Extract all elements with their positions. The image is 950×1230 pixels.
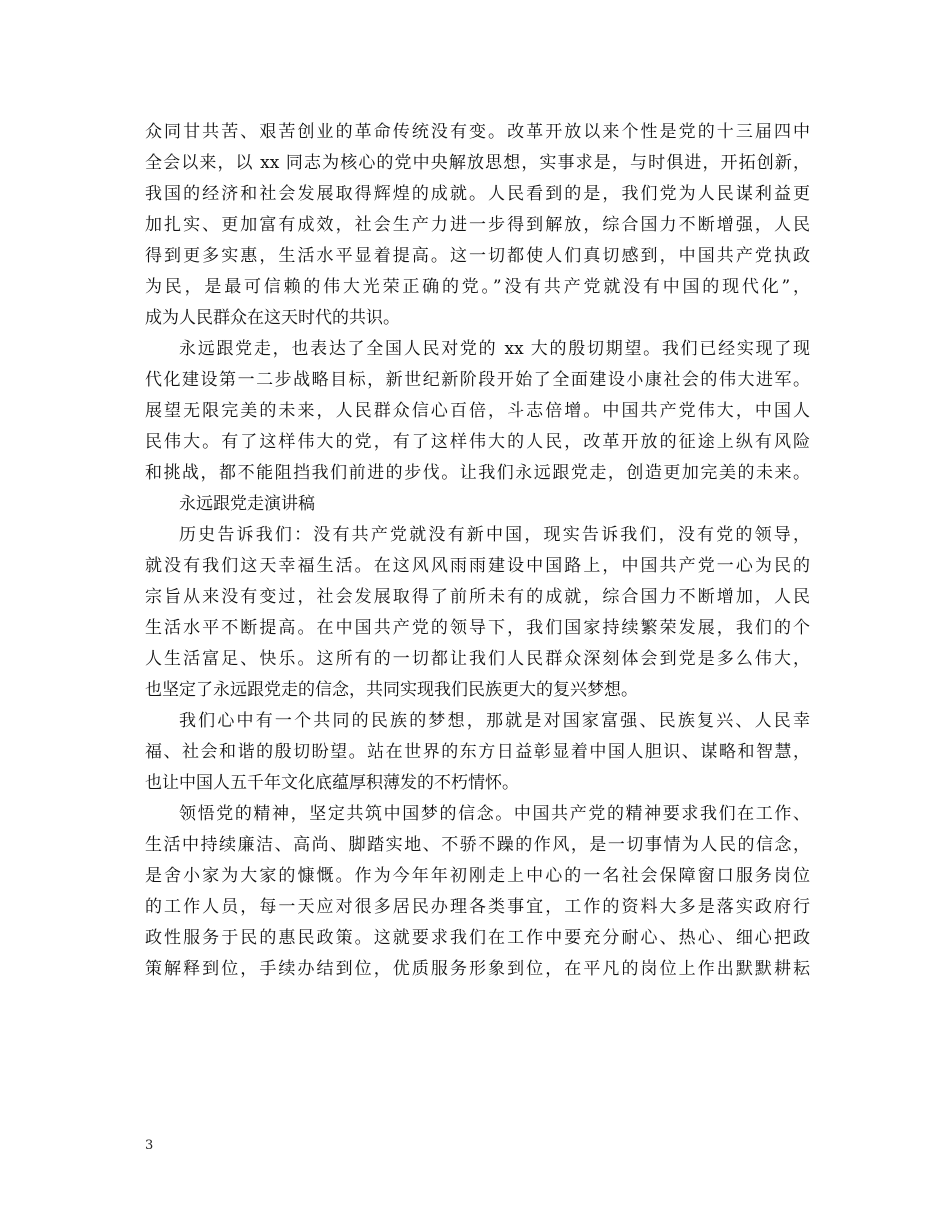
section-heading: 永远跟党走演讲稿 xyxy=(179,494,315,514)
text-line: 代化建设第一二步战略目标，新世纪新阶段开始了全面建设小康社会的伟大进军。 xyxy=(145,370,810,390)
text-line: 民伟大。有了这样伟大的党，有了这样伟大的人民，改革开放的征途上纵有风险 xyxy=(145,432,810,452)
text-line: 策解释到位，手续办结到位，优质服务形象到位，在平凡的岗位上作出默默耕耘 xyxy=(145,959,810,979)
text-line: 的工作人员，每一天应对很多居民办理各类事宜，工作的资料大多是落实政府行 xyxy=(145,897,810,917)
text-line: 我们心中有一个共同的民族的梦想，那就是对国家富强、民族复兴、人民幸 xyxy=(179,711,810,731)
text-line: 加扎实、更加富有成效，社会生产力进一步得到解放，综合国力不断增强，人民 xyxy=(145,215,810,235)
text-line: 生活水平不断提高。在中国共产党的领导下，我们国家持续繁荣发展，我们的个 xyxy=(145,618,810,638)
text-line: 就没有我们这天幸福生活。在这风风雨雨建设中国路上，中国共产党一心为民的 xyxy=(145,556,810,576)
text-line: 也坚定了永远跟党走的信念，共同实现我们民族更大的复兴梦想。 xyxy=(145,680,638,700)
text-line: 得到更多实惠，生活水平显着提高。这一切都使人们真切感到，中国共产党执政 xyxy=(145,246,810,266)
text-line: 永远跟党走，也表达了全国人民对党的 xx 大的殷切期望。我们已经实现了现 xyxy=(179,339,810,359)
page-number: 3 xyxy=(145,1138,154,1153)
text-line: 生活中持续廉洁、高尚、脚踏实地、不骄不躁的作风，是一切事情为人民的信念， xyxy=(145,835,810,855)
text-line: 我国的经济和社会发展取得辉煌的成就。人民看到的是，我们党为人民谋利益更 xyxy=(145,184,810,204)
text-line: 为民，是最可信赖的伟大光荣正确的党。”没有共产党就没有中国的现代化”， xyxy=(145,277,810,297)
text-line: 和挑战，都不能阻挡我们前进的步伐。让我们永远跟党走，创造更加完美的未来。 xyxy=(145,463,810,483)
text-line: 宗旨从来没有变过，社会发展取得了前所未有的成就，综合国力不断增加，人民 xyxy=(145,587,810,607)
text-line: 政性服务于民的惠民政策。这就要求我们在工作中要充分耐心、热心、细心把政 xyxy=(145,928,810,948)
text-line: 也让中国人五千年文化底蕴厚积薄发的不朽情怀。 xyxy=(145,773,519,793)
text-line: 领悟党的精神，坚定共筑中国梦的信念。中国共产党的精神要求我们在工作、 xyxy=(179,804,810,824)
document-body xyxy=(145,117,810,985)
text-line: 人生活富足、快乐。这所有的一切都让我们人民群众深刻体会到党是多么伟大， xyxy=(145,649,810,669)
text-line: 众同甘共苦、艰苦创业的革命传统没有变。改革开放以来个性是党的十三届四中 xyxy=(145,122,810,142)
text-line: 历史告诉我们：没有共产党就没有新中国，现实告诉我们，没有党的领导， xyxy=(179,525,810,545)
text-line: 是舍小家为大家的慷慨。作为今年年初刚走上中心的一名社会保障窗口服务岗位 xyxy=(145,866,810,886)
text-line: 全会以来，以 xx 同志为核心的党中央解放思想，实事求是，与时俱进，开拓创新， xyxy=(145,153,810,173)
text-line: 展望无限完美的未来，人民群众信心百倍，斗志倍增。中国共产党伟大，中国人 xyxy=(145,401,810,421)
text-line: 成为人民群众在这天时代的共识。 xyxy=(145,308,400,328)
text-line: 福、社会和谐的殷切盼望。站在世界的东方日益彰显着中国人胆识、谋略和智慧， xyxy=(145,742,810,762)
